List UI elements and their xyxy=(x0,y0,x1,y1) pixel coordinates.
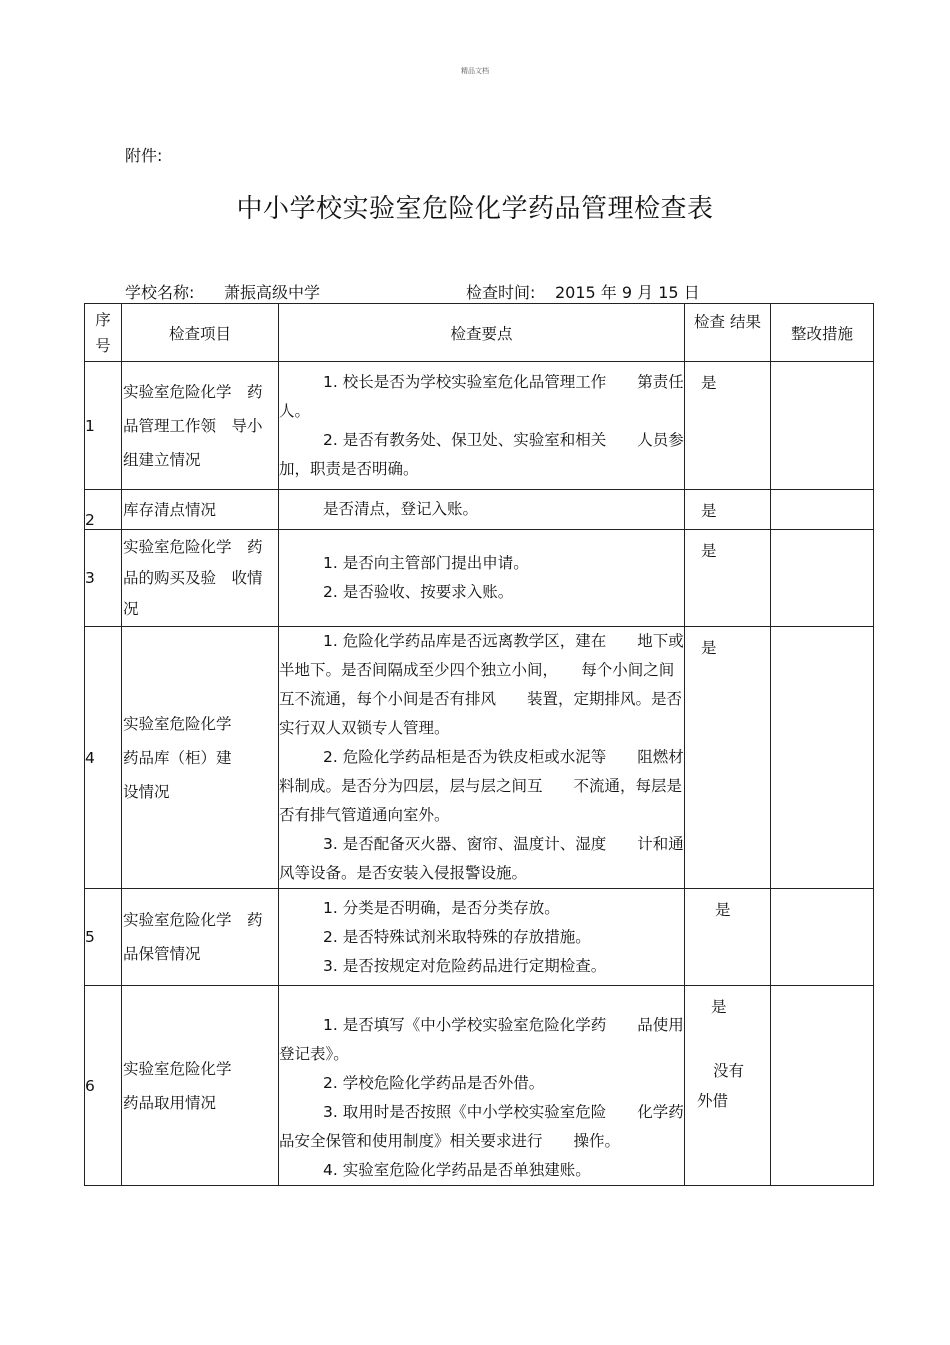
row-num: 1 xyxy=(85,362,122,490)
header-item: 检查项目 xyxy=(122,304,279,362)
header-fix: 整改措施 xyxy=(771,304,874,362)
row-points xyxy=(279,490,685,530)
row-item-line: 实验室危险化学 药 xyxy=(123,382,263,401)
row-item xyxy=(122,530,279,627)
table-row xyxy=(85,362,874,490)
row-fix xyxy=(771,986,874,1186)
result-text: 是 xyxy=(701,639,717,657)
row-item-line: 品保管情况 xyxy=(123,945,201,963)
row-points xyxy=(279,627,685,889)
header-row xyxy=(85,304,874,362)
row-num: 2 xyxy=(85,490,122,530)
result-text: 是 xyxy=(711,998,727,1016)
point-text: 1. 分类是否明确，是否分类存放。 xyxy=(323,898,560,917)
point-text: 2. 学校危险化学药品是否外借。 xyxy=(323,1074,545,1092)
result-text: 是 xyxy=(715,901,731,919)
row-result xyxy=(685,889,771,986)
row-points xyxy=(279,530,685,627)
row-fix xyxy=(771,627,874,889)
point-text: 2. 是否有教务处、保卫处、实验室和相关 人员参加，职责是否明确。 xyxy=(279,430,684,478)
row-item-line: 品的购买及验 收情 xyxy=(123,568,263,587)
row-fix xyxy=(771,362,874,490)
row-item xyxy=(122,362,279,490)
row-item xyxy=(122,986,279,1186)
result-text: 没有 xyxy=(713,1062,745,1080)
row-num: 3 xyxy=(85,530,122,627)
point-text: 4. 实验室危险化学药品是否单独建账。 xyxy=(323,1161,591,1179)
row-item-line: 品管理工作领 导小 xyxy=(123,416,263,435)
point-text: 1. 是否向主管部门提出申请。 xyxy=(323,554,529,572)
point-text: 1. 危险化学药品库是否远离教学区，建在 地下或半地下。是否间隔成至少四个独立小间， 每个小间之间互不流通，每个小间是否有排风 装置，定期排风。是否实行双人双锁专人管理。 xyxy=(279,632,684,737)
table-row xyxy=(85,530,874,627)
header-num-line1: 序 xyxy=(95,310,111,329)
row-result xyxy=(685,490,771,530)
result-text: 是 xyxy=(701,542,717,560)
row-result xyxy=(685,986,771,1186)
point-text: 2. 危险化学药品柜是否为铁皮柜或水泥等 阻燃材料制成。是否分为四层，层与层之间互 不流通，每层是否有排气管道通向室外。 xyxy=(279,748,684,824)
row-fix xyxy=(771,530,874,627)
row-points xyxy=(279,986,685,1186)
point-text: 3. 取用时是否按照《中小学校实验室危险 化学药品安全保管和使用制度》相关要求进行 操作。 xyxy=(279,1103,684,1150)
header-result: 检查 结果 xyxy=(685,304,771,362)
inspection-table xyxy=(84,303,874,1186)
time-value: 2015 年 9 月 15 日 xyxy=(555,283,700,302)
point-text: 3. 是否按规定对危险药品进行定期检查。 xyxy=(323,956,607,975)
point-text: 是否清点，登记入账。 xyxy=(323,500,479,518)
row-item-line: 库存清点情况 xyxy=(123,500,217,519)
result-text: 外借 xyxy=(697,1092,729,1110)
row-result xyxy=(685,362,771,490)
point-text: 2. 是否验收、按要求入账。 xyxy=(323,583,514,601)
table-row xyxy=(85,986,874,1186)
point-text: 3. 是否配备灭火器、窗帘、温度计、湿度 计和通风等设备。是否安装入侵报警设施。 xyxy=(279,835,684,882)
row-num: 4 xyxy=(85,627,122,889)
time-label: 检查时间: xyxy=(466,283,536,302)
row-points xyxy=(279,889,685,986)
table-row xyxy=(85,889,874,986)
result-text: 是 xyxy=(701,374,717,392)
table-row xyxy=(85,490,874,530)
school-label: 学校名称: xyxy=(125,283,195,302)
row-item-line: 实验室危险化学 xyxy=(123,1059,232,1078)
row-item-line: 药品库（柜）建 xyxy=(123,748,232,767)
result-spacer xyxy=(697,1022,770,1056)
school-name: 萧振高级中学 xyxy=(224,283,321,302)
document-title: 中小学校实验室危险化学药品管理检查表 xyxy=(236,194,714,224)
row-fix xyxy=(771,889,874,986)
row-item-line: 组建立情况 xyxy=(123,450,201,469)
table-row xyxy=(85,627,874,889)
row-points xyxy=(279,362,685,490)
row-item-line: 况 xyxy=(123,599,139,618)
row-num: 6 xyxy=(85,986,122,1186)
row-item xyxy=(122,490,279,530)
row-item-line: 实验室危险化学 药 xyxy=(123,911,263,929)
row-result xyxy=(685,530,771,627)
row-item xyxy=(122,627,279,889)
attachment-label: 附件: xyxy=(125,146,163,165)
result-text: 是 xyxy=(701,502,717,520)
row-item-line: 设情况 xyxy=(123,782,170,801)
row-item xyxy=(122,889,279,986)
row-num: 5 xyxy=(85,889,122,986)
row-item-line: 实验室危险化学 xyxy=(123,714,232,733)
point-text: 2. 是否特殊试剂米取特殊的存放措施。 xyxy=(323,927,591,946)
header-num xyxy=(85,304,122,362)
header-points: 检查要点 xyxy=(279,304,685,362)
point-text: 1. 校长是否为学校实验室危化品管理工作 第责任人。 xyxy=(279,372,684,420)
row-item-line: 药品取用情况 xyxy=(123,1093,217,1112)
row-result xyxy=(685,627,771,889)
header-num-line2: 号 xyxy=(95,336,111,355)
watermark-text: 精品文档 xyxy=(461,67,489,75)
row-item-line: 实验室危险化学 药 xyxy=(123,537,263,556)
row-fix xyxy=(771,490,874,530)
point-text: 1. 是否填写《中小学校实验室危险化学药 品使用登记表》。 xyxy=(279,1016,684,1063)
